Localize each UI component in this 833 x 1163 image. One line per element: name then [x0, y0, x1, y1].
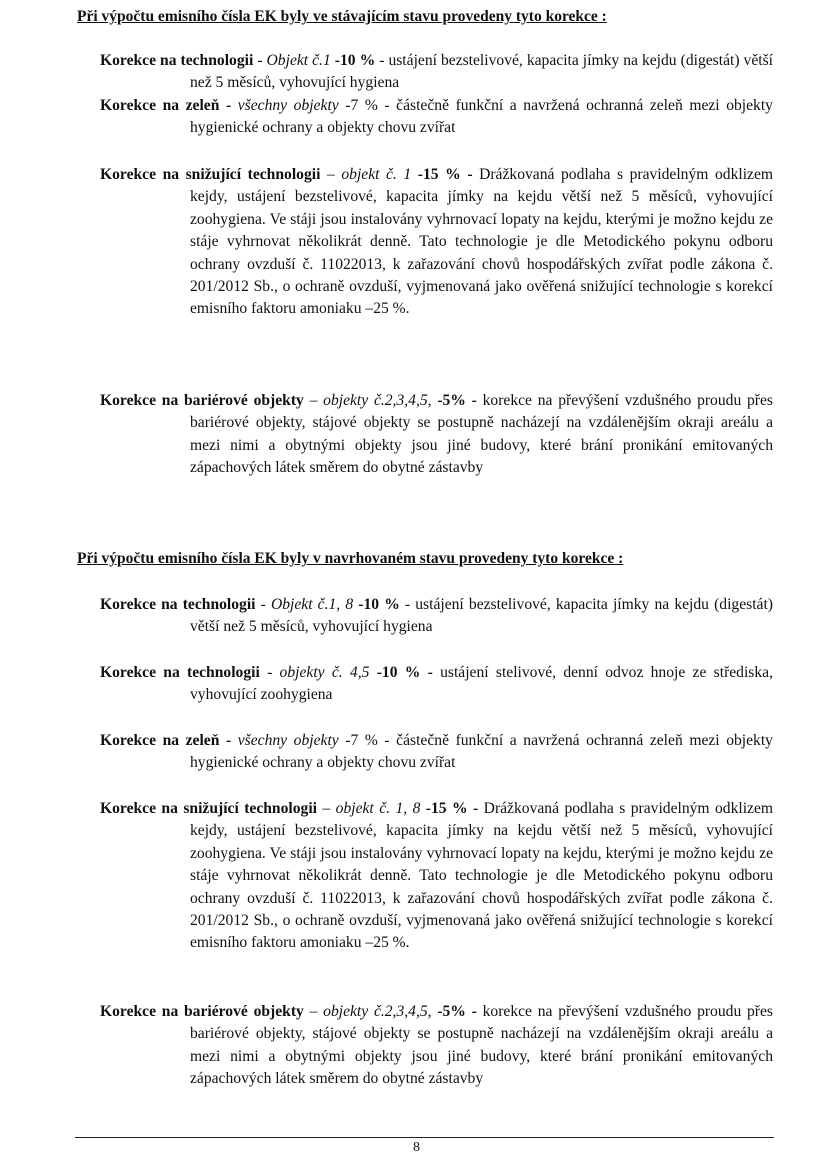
correction-objects: objekty č. 4,5 — [279, 664, 370, 681]
correction-percent: -5% - — [431, 1003, 477, 1020]
correction-objects: objekt č. 1, 8 — [335, 800, 421, 817]
correction-separator — [231, 732, 238, 749]
correction-separator: – — [316, 800, 336, 817]
correction-separator: - — [259, 664, 280, 681]
section-heading-proposed-state: Při výpočtu emisního čísla EK byly v navrhovaném stavu provedeny tyto korekce : — [77, 550, 624, 567]
correction-percent: -7 % - — [338, 732, 390, 749]
correction-label: Korekce na bariérové objekty — [100, 1003, 304, 1020]
correction-separator — [231, 97, 238, 114]
correction-separator: – — [320, 166, 342, 183]
correction-percent: -5% - — [431, 392, 477, 409]
correction-percent: -10 % — [353, 596, 400, 613]
correction-label: Korekce na technologii — [100, 52, 254, 69]
correction-text: částečně funkční a navržená ochranná zeleň mezi objekty hygienické ochrany a objekty chovu zvířat — [190, 732, 773, 772]
correction-label: Korekce na technologii — [100, 664, 260, 681]
correction-text: korekce na převýšení vzdušného proudu přes bariérové objekty, stájové objekty se postupně nacházejí na vzdálenějším okraji areálu a mezi nimi a obytnými objekty jsou jiné budovy, které brání pronikání emitovaných zápachových látek směrem do obytné zástavby — [190, 392, 773, 477]
correction-separator: - — [253, 52, 267, 69]
correction-entry — [100, 95, 773, 140]
correction-text: Drážkovaná podlaha s pravidelným odklizem kejdy, ustájení bezstelivové, kapacita jímky na kejdu větší než 5 měsíců, vyhovující zoohygiena. Ve stáji jsou instalovány vyhrnovací lopaty na kejdu, kterými je možno kejdu ze stáje vyhrnovat několikrát denně. Tato technologie je dle Metodického pokynu odboru ochrany ovzduší č. 11022013, k zařazování chovů hospodářských zvířat podle zákona č. 201/2012 Sb., o ochraně ovzduší, vyjmenovaná jako ověřená snižující technologie s korekcí emisního faktoru amoniaku –25 %. — [190, 800, 774, 952]
footer-divider — [75, 1137, 774, 1138]
correction-objects: všechny objekty — [237, 97, 339, 114]
correction-objects: Objekt č.1 — [266, 52, 331, 69]
correction-entry — [100, 50, 773, 95]
section-heading-existing-state: Při výpočtu emisního čísla EK byly ve stávajícím stavu provedeny tyto korekce : — [77, 8, 607, 25]
correction-percent: -7 % - — [338, 97, 390, 114]
correction-text: - ustájení bezstelivové, kapacita jímky na kejdu (digestát) větší než 5 měsíců, vyhovující hygiena — [190, 596, 773, 636]
correction-label: Korekce na technologii — [100, 596, 256, 613]
correction-objects: Objekt č.1, 8 — [270, 596, 354, 613]
correction-percent: -10 % - — [369, 664, 433, 681]
correction-text: Drážkovaná podlaha s pravidelným odklizem kejdy, ustájení bezstelivové, kapacita jímky na kejdu větší než 5 měsíců, vyhovující zoohygiena. Ve stáji jsou instalovány vyhrnovací lopaty na kejdu, kterými je možno kejdu ze stáje vyhrnovat několikrát denně. Tato technologie je dle Metodického pokynu odboru ochrany ovzduší č. 11022013, k zařazování chovů hospodářských zvířat podle zákona č. 201/2012 Sb., o ochraně ovzduší, vyjmenovaná jako ověřená snižující technologie s korekcí emisního faktoru amoniaku –25 %. — [190, 166, 773, 318]
correction-entry — [100, 594, 773, 639]
correction-objects: objekt č. 1 — [341, 166, 412, 183]
correction-label: Korekce na bariérové objekty — [100, 392, 304, 409]
correction-percent: -10 % — [330, 52, 376, 69]
correction-label: Korekce na zeleň - — [100, 732, 232, 749]
correction-separator: – — [303, 1003, 324, 1020]
correction-entry — [100, 1001, 773, 1091]
correction-entry — [100, 730, 773, 775]
correction-percent: -15 % - — [411, 166, 473, 183]
page-number: 8 — [413, 1140, 420, 1155]
correction-percent: -15 % - — [420, 800, 479, 817]
correction-text: korekce na převýšení vzdušného proudu přes bariérové objekty, stájové objekty se postupně nacházejí na vzdálenějším okraji areálu a mezi nimi a obytnými objekty jsou jiné budovy, které brání pronikání emitovaných zápachových látek směrem do obytné zástavby — [190, 1003, 773, 1088]
correction-text: částečně funkční a navržená ochranná zeleň mezi objekty hygienické ochrany a objekty chovu zvířat — [190, 97, 773, 137]
correction-entry — [100, 390, 773, 480]
correction-entry — [100, 164, 773, 321]
correction-text: - ustájení bezstelivové, kapacita jímky na kejdu (digestát) větší než 5 měsíců, vyhovující hygiena — [190, 52, 773, 92]
correction-objects: objekty č.2,3,4,5, — [323, 392, 432, 409]
correction-separator: – — [303, 392, 324, 409]
correction-objects: všechny objekty — [237, 732, 339, 749]
correction-separator: - — [255, 596, 271, 613]
correction-objects: objekty č.2,3,4,5, — [323, 1003, 432, 1020]
correction-entry — [100, 798, 773, 955]
correction-label: Korekce na zeleň - — [100, 97, 232, 114]
correction-entry — [100, 662, 773, 707]
correction-label: Korekce na snižující technologii — [100, 166, 321, 183]
correction-label: Korekce na snižující technologii — [100, 800, 317, 817]
correction-text: ustájení stelivové, denní odvoz hnoje ze střediska, vyhovující zoohygiena — [190, 664, 773, 704]
